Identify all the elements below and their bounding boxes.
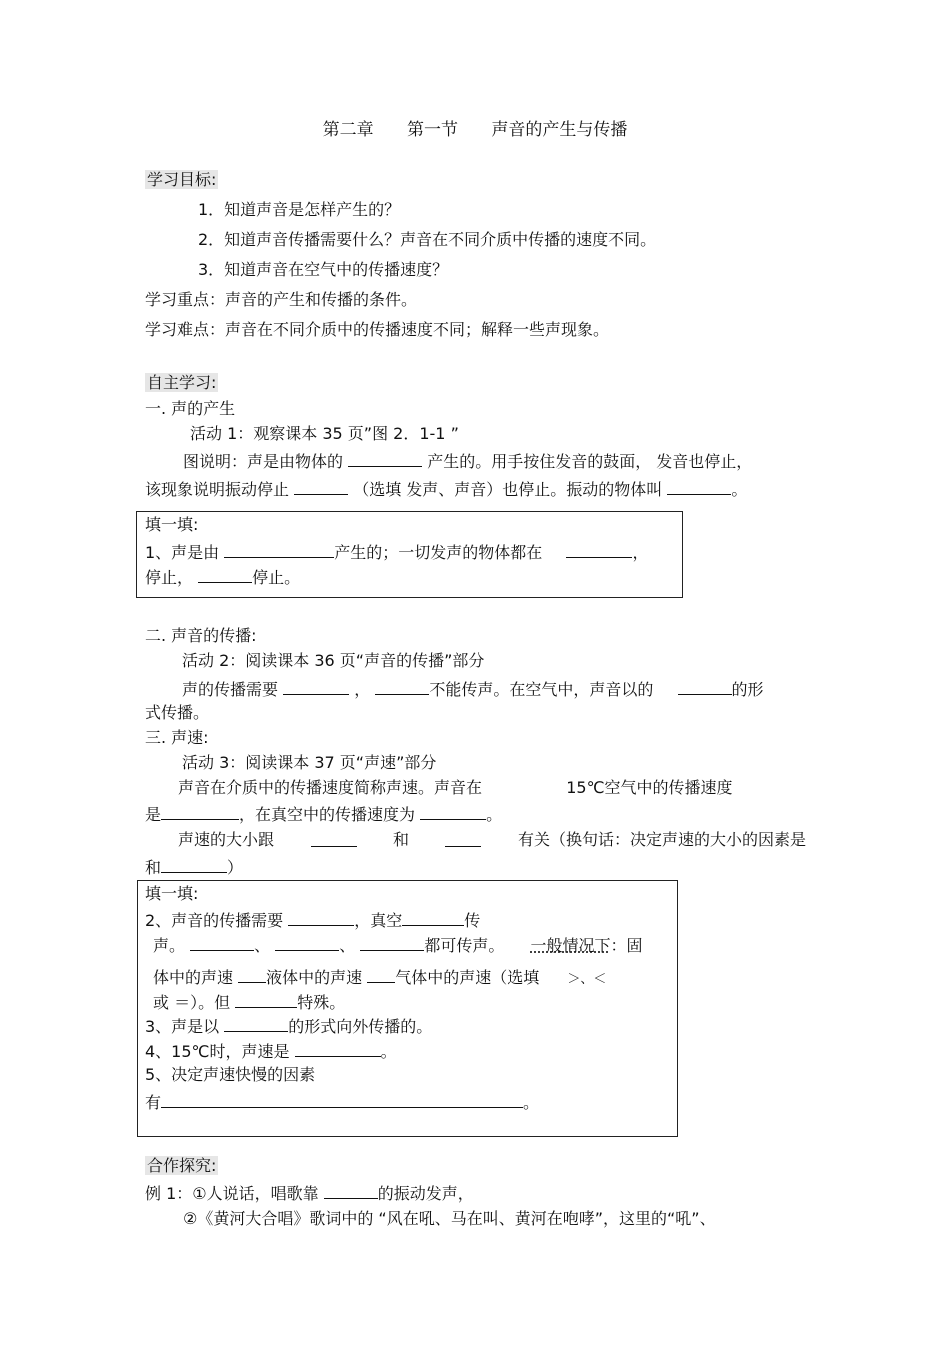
- chapter-label: 第二章: [322, 120, 374, 140]
- box2-line6: 4、15℃时，声速是 。: [145, 1042, 397, 1061]
- fill-blank[interactable]: [275, 934, 339, 951]
- fill-blank[interactable]: [294, 478, 348, 495]
- fill-blank[interactable]: [324, 1182, 378, 1199]
- part3-heading: 三. 声速:: [145, 728, 209, 747]
- fill-blank[interactable]: [161, 803, 239, 820]
- part3-line4: 和 ）: [145, 858, 244, 877]
- part2-heading: 二. 声音的传播:: [145, 626, 257, 645]
- fill-blank[interactable]: [198, 566, 252, 583]
- part2-line2: 式传播。: [145, 703, 210, 722]
- activity-3: 活动 3：阅读课本 37 页“声速”部分: [182, 753, 437, 772]
- objective-item: 3．知道声音在空气中的传播速度？: [198, 260, 449, 279]
- fill-blank[interactable]: [190, 934, 254, 951]
- part1-heading: 一. 声的产生: [145, 399, 236, 418]
- example-1-line1: 例 1：①人说话，唱歌靠 的振动发声，: [145, 1184, 474, 1203]
- fill-blank[interactable]: [288, 909, 354, 926]
- box2-line7: 5、决定声速快慢的因素: [145, 1065, 316, 1084]
- part3-line3: 声速的大小跟 和 有关（换句话：决定声速的大小的因素是: [178, 830, 806, 849]
- box1-line2: 停止， 停止。: [145, 568, 301, 587]
- fill-blank[interactable]: [235, 991, 297, 1008]
- part3-line2: 是 ，在真空中的传播速度为 。: [145, 805, 503, 824]
- difficulty-point: 学习难点：声音在不同介质中的传播速度不同；解释一些声现象。: [145, 320, 610, 339]
- fill-blank[interactable]: [420, 803, 486, 820]
- part1-line2: 该现象说明振动停止 （选填 发声、声音）也停止。振动的物体叫 。: [145, 480, 748, 499]
- cooperation-heading: 合作探究:: [147, 1156, 217, 1175]
- box2-line4: 或 ＝）。但 特殊。: [153, 993, 346, 1012]
- fill-blank[interactable]: [667, 478, 731, 495]
- fill-blank[interactable]: [224, 1015, 288, 1032]
- part3-line1: 声音在介质中的传播速度简称声速。声音在 15℃空气中的传播速度: [178, 778, 733, 797]
- key-point: 学习重点：声音的产生和传播的条件。: [145, 290, 418, 309]
- objective-item: 1．知道声音是怎样产生的？: [198, 200, 401, 219]
- box2-line2: 声。 、 、 都可传声。 一般情况下：固: [153, 936, 643, 955]
- part2-line1: 声的传播需要 ， 不能传声。在空气中，声音以的 的形: [182, 680, 764, 699]
- activity-2: 活动 2：阅读课本 36 页“声音的传播”部分: [182, 651, 485, 670]
- self-study-heading: 自主学习:: [147, 373, 217, 392]
- box2-line3: 体中的声速 液体中的声速 气体中的声速（选填 ＞、＜: [153, 968, 607, 987]
- section-label: 第一节: [407, 120, 458, 140]
- fill-blank[interactable]: [367, 966, 395, 983]
- fill-blank[interactable]: [375, 678, 429, 695]
- box2-line8: 有 。: [145, 1093, 540, 1112]
- fill-blank[interactable]: [445, 830, 481, 847]
- fill-blank[interactable]: [348, 450, 422, 467]
- lesson-name: 声音的产生与传播: [491, 120, 628, 140]
- fill-blank[interactable]: [161, 1091, 523, 1108]
- objectives-heading: 学习目标:: [147, 170, 217, 189]
- fill-blank[interactable]: [311, 830, 357, 847]
- objective-item: 2．知道声音传播需要什么？声音在不同介质中传播的速度不同。: [198, 230, 657, 249]
- fill-blank[interactable]: [295, 1040, 381, 1057]
- fill-blank[interactable]: [238, 966, 266, 983]
- box2-heading: 填一填:: [145, 884, 199, 903]
- box2-line5: 3、声是以 的形式向外传播的。: [145, 1017, 433, 1036]
- box1-heading: 填一填:: [145, 515, 199, 534]
- fill-blank[interactable]: [402, 909, 464, 926]
- fill-blank[interactable]: [161, 856, 227, 873]
- activity-1: 活动 1：观察课本 35 页”图 2．1-1 ”: [190, 424, 459, 443]
- box1-line1: 1、声是由 产生的；一切发声的物体都在 ，: [145, 543, 649, 562]
- part1-line1: 图说明：声是由物体的 产生的。用手按住发音的鼓面， 发音也停止，: [183, 452, 753, 471]
- box2-line1: 2、声音的传播需要 ，真空 传: [145, 911, 481, 930]
- fill-blank[interactable]: [224, 541, 334, 558]
- example-1-line2: ②《黄河大合唱》歌词中的 “风在吼、马在叫、黄河在咆哮”，这里的“吼”、: [183, 1209, 716, 1228]
- fill-blank[interactable]: [360, 934, 424, 951]
- fill-blank[interactable]: [566, 541, 632, 558]
- fill-blank[interactable]: [678, 678, 732, 695]
- page-title: [0, 120, 950, 140]
- fill-blank[interactable]: [283, 678, 349, 695]
